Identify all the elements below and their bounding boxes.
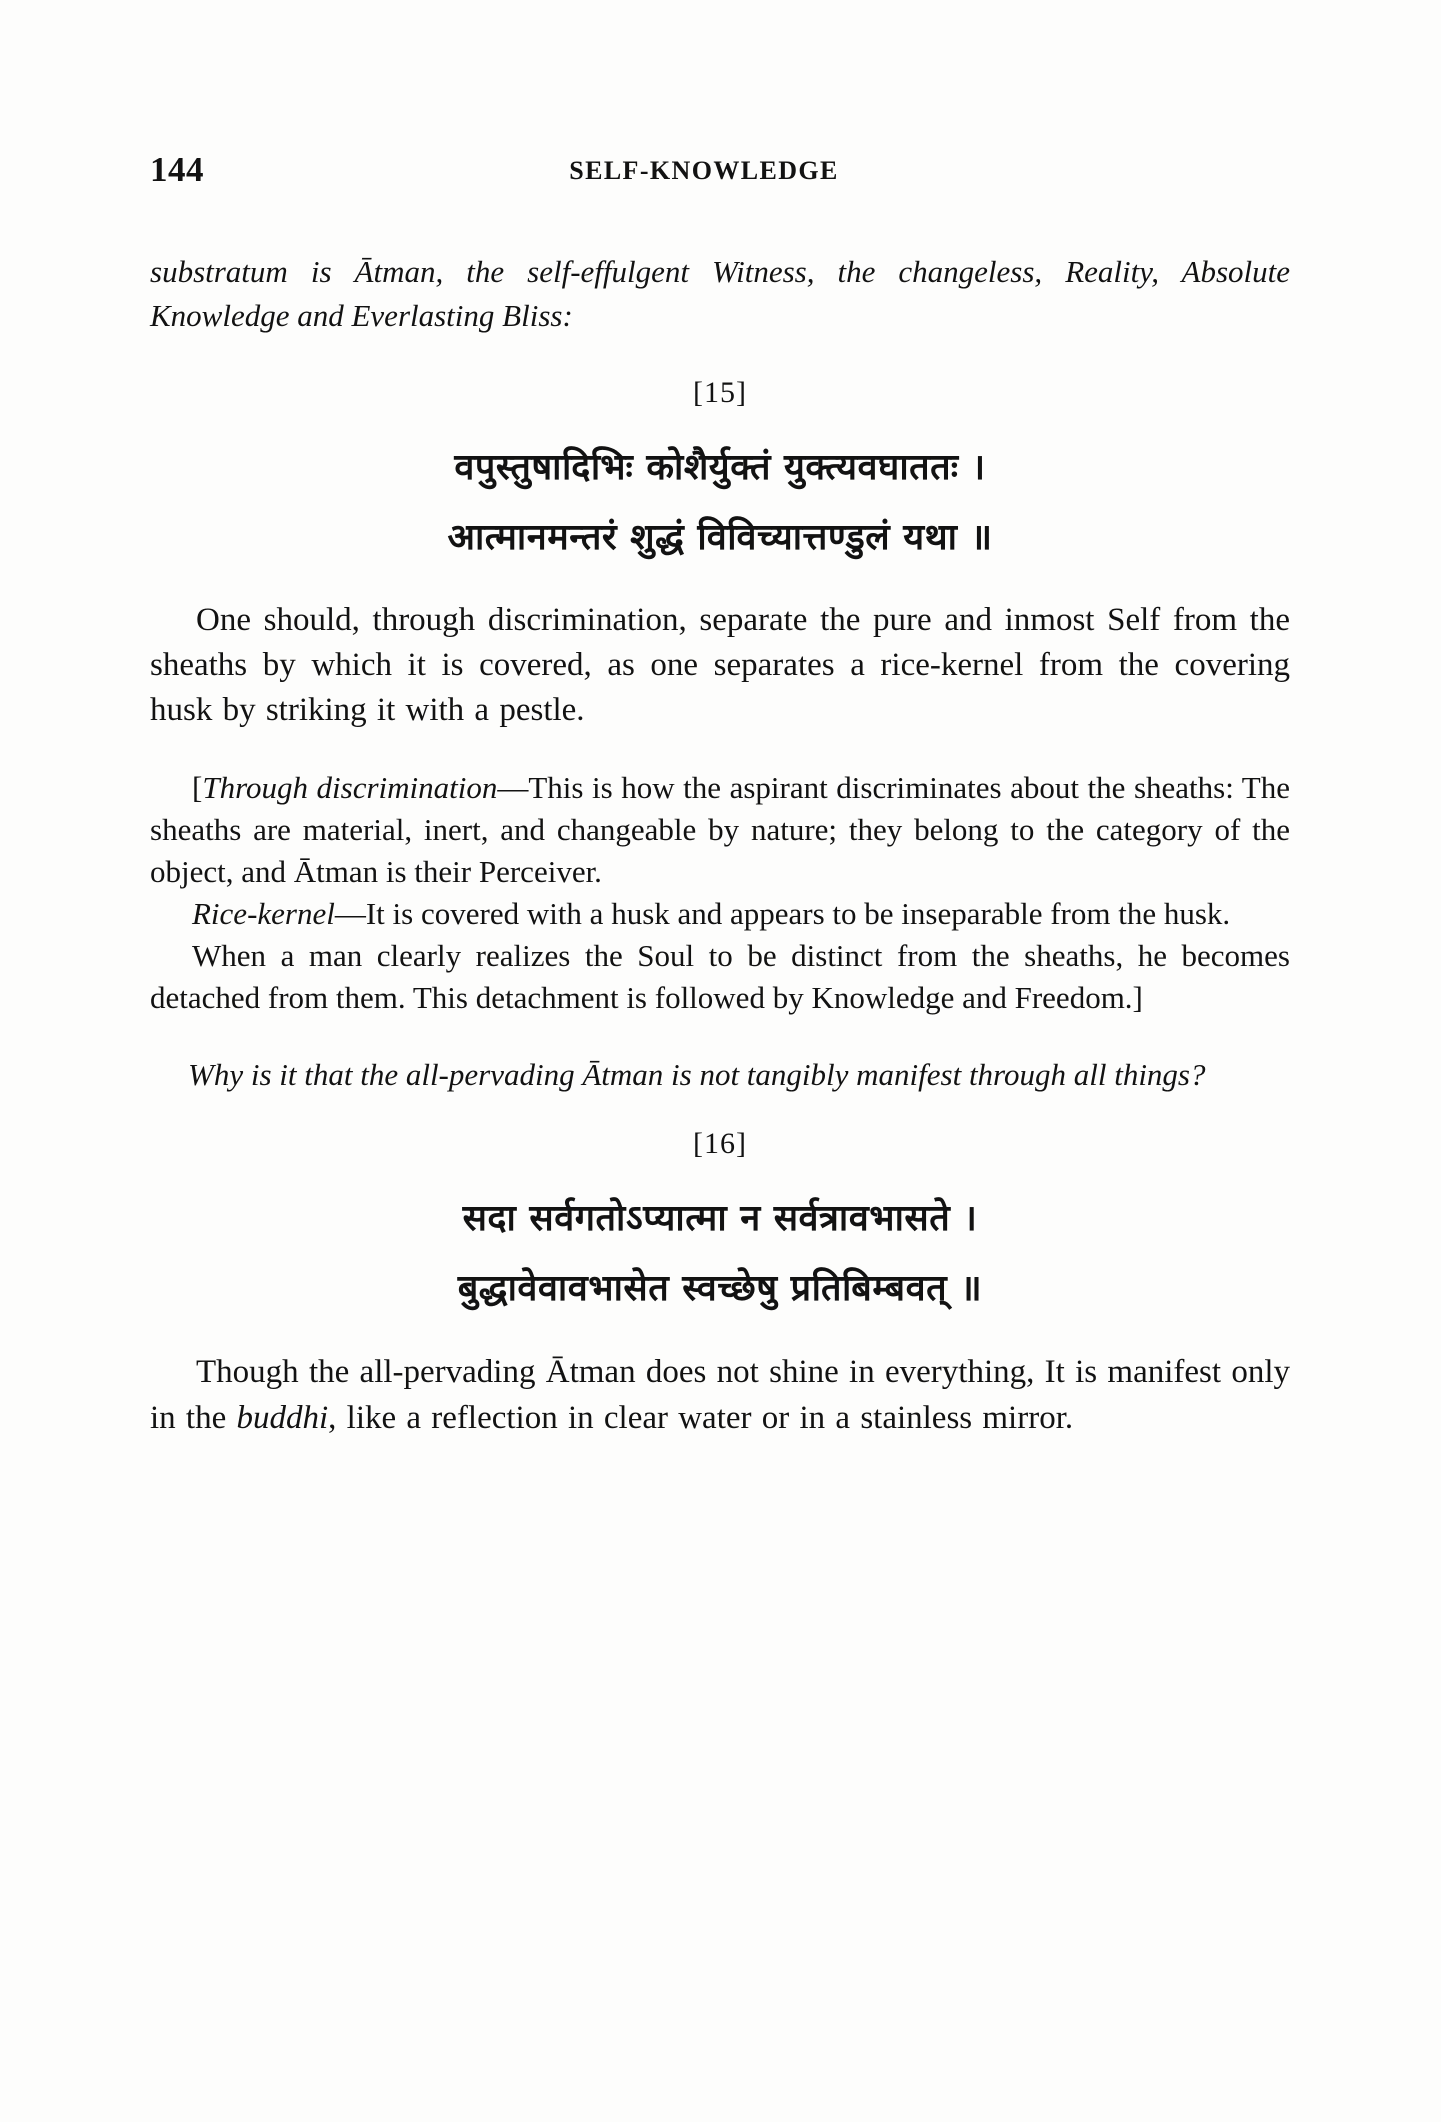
verse-15-sanskrit-line-2: आत्मानमन्तरं शुद्धं विविच्यात्तण्डुलं यथा ॥ xyxy=(447,517,993,558)
commentary-1-body: —This is how the aspirant discriminates about the sheaths: The sheaths are material, inert, and changeable by nature; they belong to the category of the object, and Ātman is their Perceiver. xyxy=(150,770,1290,889)
verse-16-sanskrit xyxy=(150,1187,1290,1321)
commentary-paragraph-2 xyxy=(150,893,1290,935)
verse-number-16: [16] xyxy=(693,1127,747,1160)
commentary-2-body: —It is covered with a husk and appears to be inseparable from the husk. xyxy=(334,896,1231,931)
question-italic-paragraph: Why is it that the all-pervading Ātman is not tangibly manifest through all things? xyxy=(188,1057,1206,1092)
page-number: 144 xyxy=(150,150,204,189)
verse-16-sanskrit-line-1: सदा सर्वगतोऽप्यात्मा न सर्वत्रावभासते । xyxy=(462,1198,978,1239)
running-head-title: SELF-KNOWLEDGE xyxy=(569,156,839,185)
verse-15-sanskrit xyxy=(150,436,1290,570)
verse-15-sanskrit-line-1: वपुस्तुषादिभिः कोशैर्युक्तं युक्त्यवघाततः । xyxy=(454,447,986,488)
page-content xyxy=(150,150,1290,1441)
verse-16-translation xyxy=(150,1349,1290,1441)
verse-number-15: [15] xyxy=(693,376,747,409)
closing-text-part-1: Though the all-pervading Ātman does not shine in everything, It is manifest only in the xyxy=(150,1354,1290,1436)
commentary-paragraph-1: [Through discrimination—This is how the aspirant discriminates about the sheaths: The sheaths are material, inert, and changeable by nature; they belong to the category of the object, and Ātman is their Perceiver. xyxy=(150,770,1290,889)
commentary-2-keyword: Rice-kernel xyxy=(192,896,335,931)
closing-text-part-2: , like a reflection in clear water or in a stainless mirror. xyxy=(328,1400,1074,1436)
running-head xyxy=(150,150,1290,208)
closing-keyword-buddhi: buddhi xyxy=(236,1400,329,1436)
verse-15-translation: One should, through discrimination, separate the pure and inmost Self from the sheaths by which it is covered, as one separates a rice-kernel from the covering husk by striking it with a pestle. xyxy=(150,602,1290,728)
commentary-paragraph-3: When a man clearly realizes the Soul to be distinct from the sheaths, he becomes detached from them. This detachment is followed by Knowledge and Freedom.] xyxy=(150,938,1290,1015)
verse-16-sanskrit-line-2: बुद्धावेवावभासेत स्वच्छेषु प्रतिबिम्बवत् ॥ xyxy=(457,1268,983,1309)
commentary-1-keyword: Through discrimination xyxy=(202,770,498,805)
lead-italic-paragraph: substratum is Ātman, the self-effulgent Witness, the changeless, Reality, Absolute Knowledge and Everlasting Bliss: xyxy=(150,254,1290,333)
